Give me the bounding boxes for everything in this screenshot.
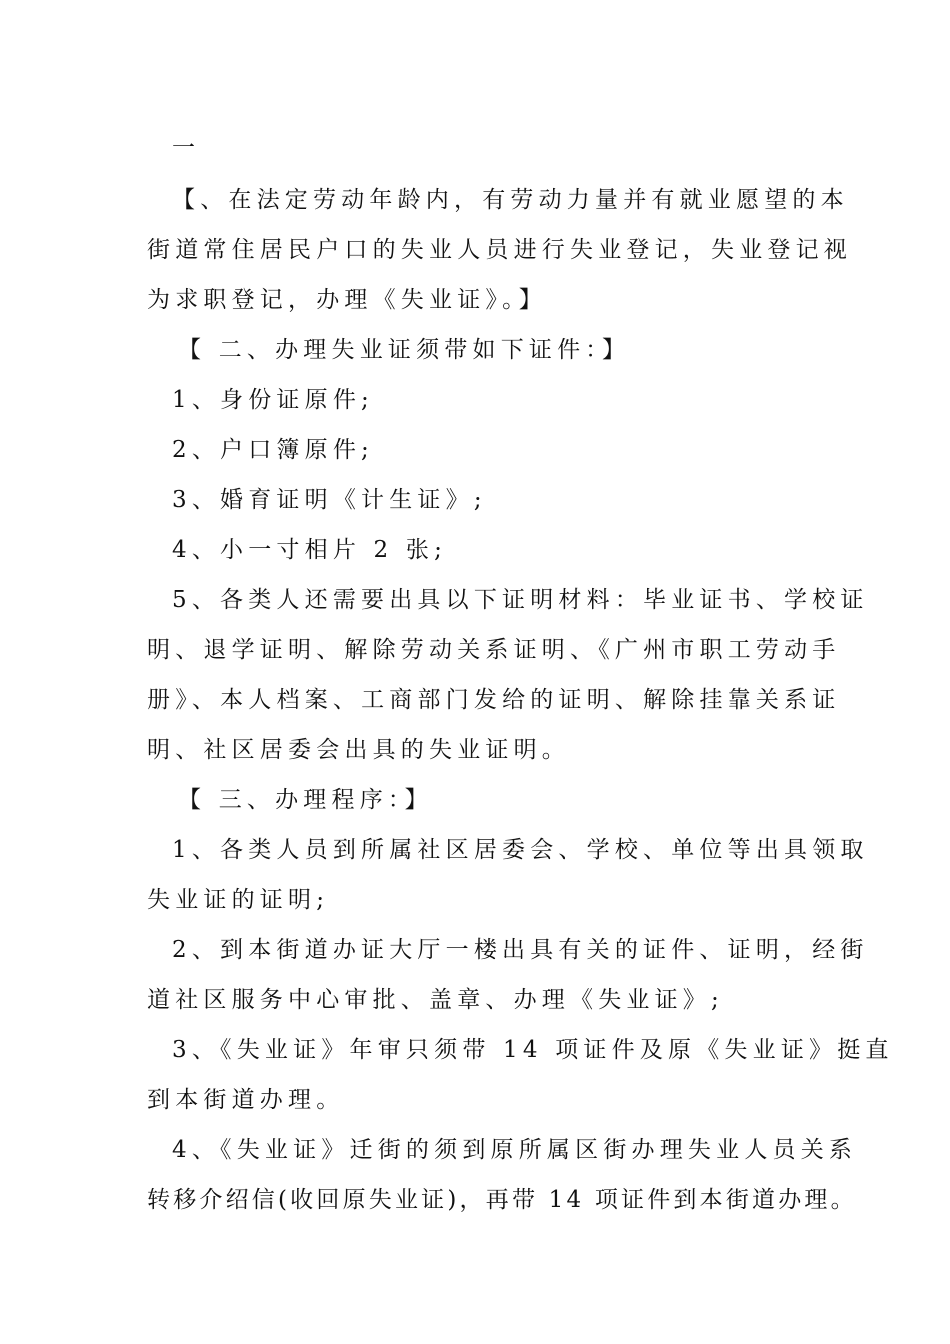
- doc-line-7: 3、婚育证明《计生证》;: [172, 487, 487, 513]
- doc-line-14: 1、各类人员到所属社区居委会、学校、单位等出具领取: [172, 837, 869, 863]
- section-heading-3: 【 三、办理程序：】: [178, 787, 433, 813]
- doc-line-15: 失业证的证明;: [147, 887, 330, 913]
- doc-line-16: 2、到本街道办证大厅一楼出具有关的证件、证明，经街: [172, 937, 869, 963]
- doc-line-20: 4、《失业证》迁街的须到原所属区街办理失业人员关系: [172, 1137, 858, 1163]
- doc-line-19: 到本街道办理。: [147, 1087, 345, 1113]
- doc-line-1: 【、在法定劳动年龄内，有劳动力量并有就业愿望的本: [172, 187, 849, 213]
- doc-line-18: 3、《失业证》年审只须带 14 项证件及原《失业证》挺直: [172, 1037, 894, 1063]
- doc-line-6: 2、户口簿原件;: [172, 437, 374, 463]
- doc-line-21: 转移介绍信(收回原失业证)，再带 14 项证件到本街道办理。: [147, 1187, 857, 1213]
- doc-line-17: 道社区服务中心审批、盖章、办理《失业证》;: [147, 987, 724, 1013]
- doc-line-9: 5、各类人还需要出具以下证明材料：毕业证书、学校证: [172, 587, 869, 613]
- doc-line-8: 4、小一寸相片 2 张;: [172, 537, 448, 563]
- doc-line-3: 为求职登记，办理《失业证》。】: [147, 287, 547, 313]
- doc-line-5: 1、身份证原件;: [172, 387, 374, 413]
- doc-line-11: 册》、本人档案、工商部门发给的证明、解除挂靠关系证: [147, 687, 841, 713]
- doc-line-12: 明、社区居委会出具的失业证明。: [147, 737, 570, 763]
- section-heading-2: 【 二、办理失业证须带如下证件：】: [178, 337, 631, 363]
- doc-line-dash: 一: [172, 135, 201, 161]
- doc-line-10: 明、退学证明、解除劳动关系证明、《广州市职工劳动手: [147, 637, 841, 663]
- doc-line-2: 街道常住居民户口的失业人员进行失业登记，失业登记视: [147, 237, 852, 263]
